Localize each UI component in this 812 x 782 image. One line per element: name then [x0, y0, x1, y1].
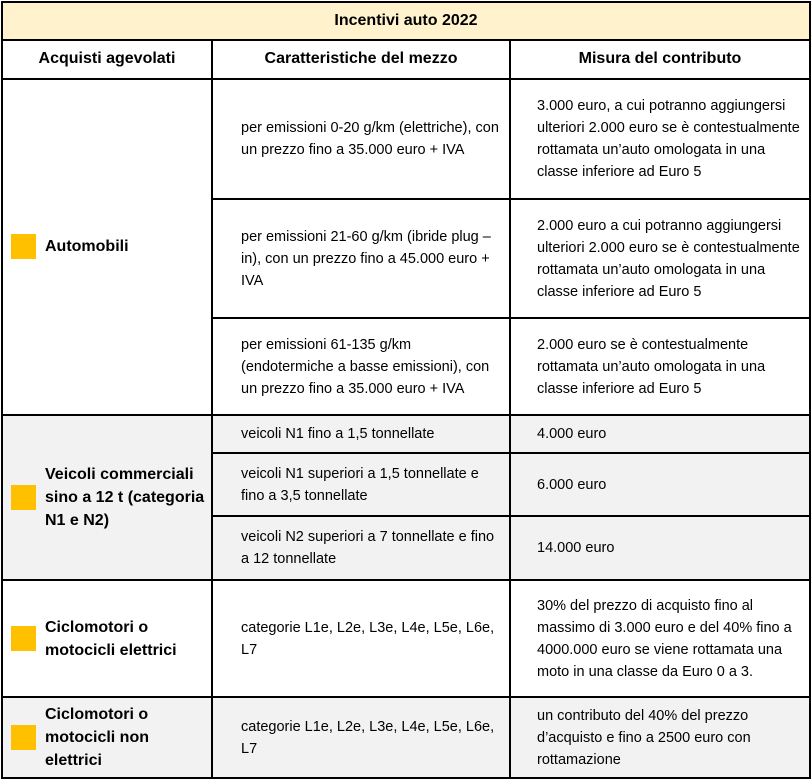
title-row [2, 2, 810, 40]
category-cell-ciclomotori-non-elettrici [2, 697, 212, 778]
category-label: Automobili [45, 238, 129, 256]
characteristics-cell: categorie L1e, L2e, L3e, L4e, L5e, L6e, L7 [212, 697, 510, 778]
table-row [2, 580, 810, 697]
characteristics-cell: veicoli N1 fino a 1,5 tonnellate [212, 415, 510, 453]
table-row [2, 697, 810, 778]
header-row [2, 40, 810, 78]
characteristics-cell: per emissioni 21-60 g/km (ibride plug – in), con un prezzo fino a 45.000 euro + IVA [212, 199, 510, 318]
characteristics-cell: veicoli N1 superiori a 1,5 tonnellate e fino a 3,5 tonnellate [212, 453, 510, 515]
contribution-cell: 14.000 euro [510, 516, 810, 580]
contribution-cell: un contributo del 40% del prezzo d’acquisto e fino a 2500 euro con rottamazione [510, 697, 810, 778]
category-marker-icon [11, 725, 36, 750]
contribution-cell: 2.000 euro se è contestualmente rottamata un’auto omologata in una classe inferiore ad Euro 5 [510, 318, 810, 415]
contribution-cell: 6.000 euro [510, 453, 810, 515]
incentives-table [1, 1, 811, 779]
table-title: Incentivi auto 2022 [2, 2, 810, 40]
category-cell-ciclomotori-elettrici [2, 580, 212, 697]
table-row [2, 415, 810, 453]
header-acquisti: Acquisti agevolati [2, 40, 212, 78]
characteristics-cell: categorie L1e, L2e, L3e, L4e, L5e, L6e, L7 [212, 580, 510, 697]
category-label: Ciclomotori o motocicli non elettrici [45, 706, 149, 770]
category-label: Ciclomotori o motocicli elettrici [45, 618, 177, 659]
contribution-cell: 3.000 euro, a cui potranno aggiungersi ulteriori 2.000 euro se è contestualmente rottamata un’auto omologata in una classe inferiore ad Euro 5 [510, 79, 810, 200]
category-marker-icon [11, 234, 36, 259]
header-caratteristiche: Caratteristiche del mezzo [212, 40, 510, 78]
category-cell-veicoli-commerciali [2, 415, 212, 580]
category-marker-icon [11, 626, 36, 651]
contribution-cell: 4.000 euro [510, 415, 810, 453]
contribution-cell: 30% del prezzo di acquisto fino al massimo di 3.000 euro e del 40% fino a 4000.000 euro se viene rottamata una moto in una classe da Euro 0 a 3. [510, 580, 810, 697]
table-row [2, 79, 810, 200]
characteristics-cell: per emissioni 0-20 g/km (elettriche), con un prezzo fino a 35.000 euro + IVA [212, 79, 510, 200]
characteristics-cell: per emissioni 61-135 g/km (endotermiche a basse emissioni), con un prezzo fino a 35.000 euro + IVA [212, 318, 510, 415]
contribution-cell: 2.000 euro a cui potranno aggiungersi ulteriori 2.000 euro se è contestualmente rottamata un’auto omologata in una classe inferiore ad Euro 5 [510, 199, 810, 318]
category-label: Veicoli commerciali sino a 12 t (categoria N1 e N2) [45, 466, 205, 530]
category-marker-icon [11, 485, 36, 510]
header-misura: Misura del contributo [510, 40, 810, 78]
category-cell-automobili [2, 79, 212, 416]
characteristics-cell: veicoli N2 superiori a 7 tonnellate e fino a 12 tonnellate [212, 516, 510, 580]
